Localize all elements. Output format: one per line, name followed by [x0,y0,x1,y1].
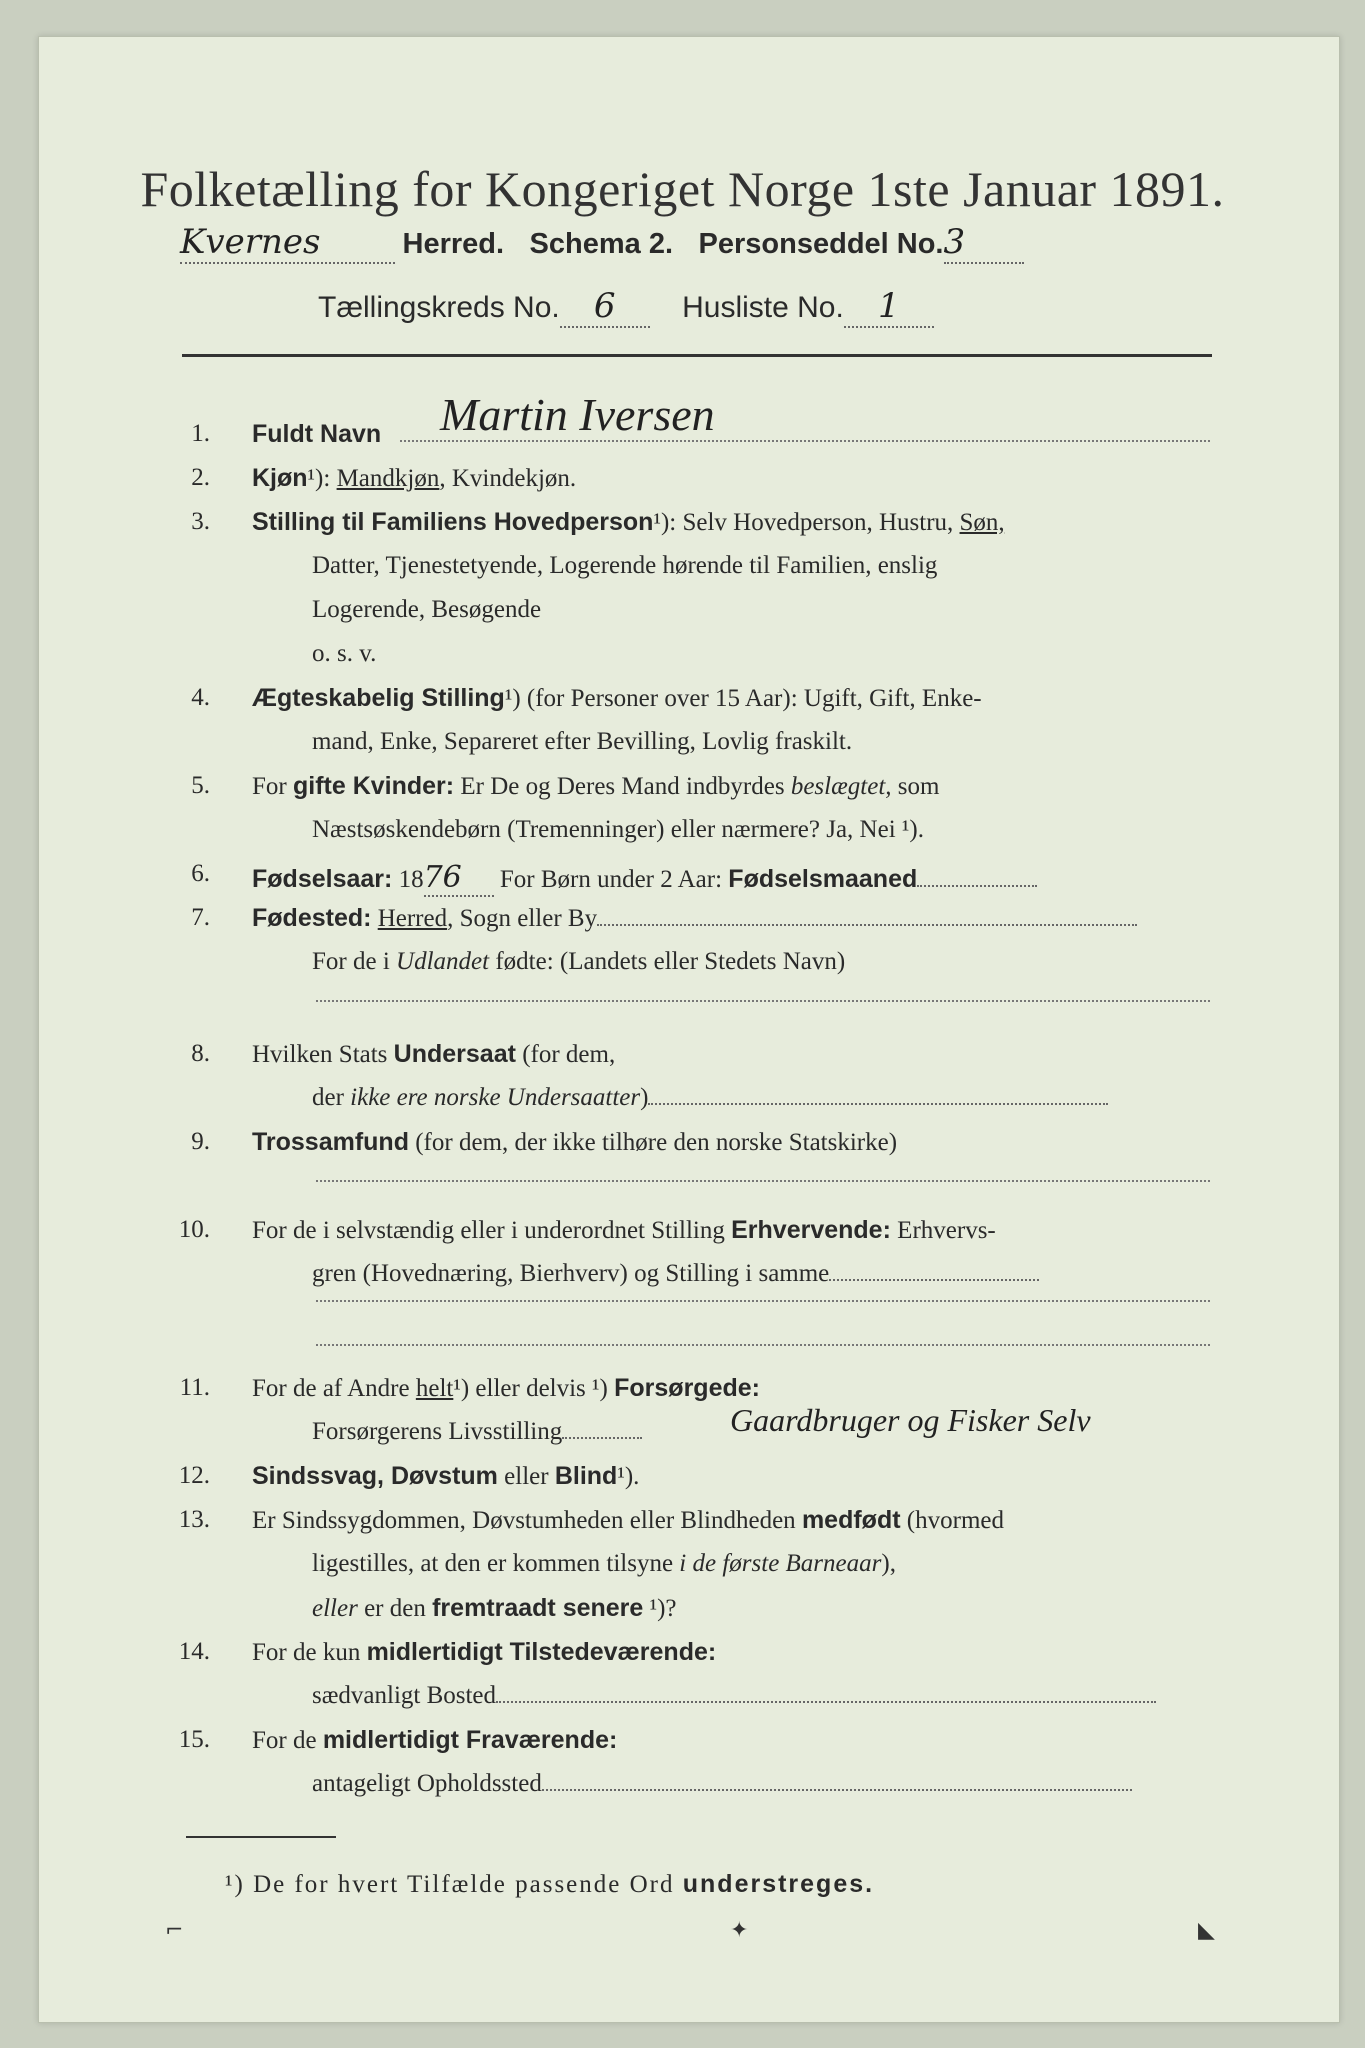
item-3-line4: o. s. v. [312,640,377,667]
registration-mark-icon: ✦ [730,1918,749,1943]
item-8: Hvilken Stats Undersaat (for dem, [252,1040,616,1068]
item-number: 12. [178,1462,210,1489]
dotted-line [316,1300,1210,1302]
item-number: 1. [191,420,210,447]
item-number: 10. [178,1216,210,1243]
item-number: 9. [191,1128,210,1155]
item-14-line2: sædvanligt Bosted [312,1682,1156,1710]
item-number: 3. [191,508,210,535]
item-5: For gifte Kvinder: Er De og Deres Mand indbyrdes beslægtet, som [252,772,940,800]
item-number: 11. [179,1374,210,1401]
dotted-line [316,1344,1210,1346]
item-3-line2: Datter, Tjenestetyende, Logerende hørende til Familien, enslig [312,552,938,579]
item-14: For de kun midlertidigt Tilstedeværende: [252,1638,717,1666]
item-number: 6. [191,860,210,887]
item-6: Fødselsaar: 1876 For Børn under 2 Aar: Fødselsmaaned [252,860,1037,897]
registration-mark-icon: ◣ [1198,1918,1215,1943]
provider-occupation-handwritten: Gaardbruger og Fisker Selv [730,1402,1091,1438]
husliste-label: Husliste No. [682,291,844,324]
item-number: 13. [178,1506,210,1533]
registration-mark-icon: ⌐ [165,1918,184,1943]
item-number: 15. [178,1726,210,1753]
item-number: 7. [191,904,210,931]
item-15: For de midlertidigt Fraværende: [252,1726,618,1754]
kreds-label: Tællingskreds No. [318,291,560,324]
item-number: 8. [191,1040,210,1067]
herred-line [180,222,1024,264]
item-13: Er Sindssygdommen, Døvstumheden eller Blindheden medfødt (hvormed [252,1506,1004,1534]
item-number: 2. [191,464,210,491]
item-4: Ægteskabelig Stilling¹) (for Personer over 15 Aar): Ugift, Gift, Enke- [252,684,982,712]
item-7: Fødested: Herred, Sogn eller By [252,904,1137,933]
item-label: Fuldt Navn [252,420,382,448]
item-5-line2: Næstsøskendebørn (Tremenninger) eller nærmere? Ja, Nei ¹). [312,816,924,843]
personseddel-value: 3 [944,222,1024,264]
census-form-sheet [38,36,1340,2023]
dotted-line [316,1180,1210,1182]
item-3: Stilling til Familiens Hovedperson¹): Selv Hovedperson, Hustru, Søn, [252,508,1005,536]
dotted-line [400,440,1210,442]
item-number: 4. [191,684,210,711]
footnote: ¹) De for hvert Tilfælde passende Ord understreges. [225,1870,875,1898]
item-number: 14. [178,1638,210,1665]
item-3-line3: Logerende, Besøgende [312,596,542,623]
item-number: 5. [191,772,210,799]
kreds-value: 6 [560,286,650,328]
item-2: Kjøn¹): Mandkjøn, Kvindekjøn. [252,464,577,492]
item-11: For de af Andre helt¹) eller delvis ¹) Forsørgede: [252,1374,760,1402]
full-name-handwritten: Martin Iversen [440,389,715,440]
item-10-line2: gren (Hovednæring, Bierhverv) og Stilling i samme [312,1260,1039,1288]
herred-value: Kvernes [180,222,395,264]
item-9: Trossamfund (for dem, der ikke tilhøre den norske Statskirke) [252,1128,898,1156]
item-13-line2: ligestilles, at den er kommen tilsyne i de første Barneaar), [312,1550,896,1577]
personseddel-label: Personseddel No. [698,228,944,260]
item-1 [252,420,381,449]
schema-label: Schema 2. [529,228,674,260]
header-rule [182,354,1212,357]
form-title: Folketælling for Kongeriget Norge 1ste Januar 1891. [140,161,1225,217]
dotted-line [316,1000,1210,1002]
item-12: Sindssvag, Døvstum eller Blind¹). [252,1462,640,1490]
item-13-line3: eller er den fremtraadt senere ¹)? [312,1594,677,1622]
item-8-line2: der ikke ere norske Undersaatter) [312,1084,1108,1112]
item-4-line2: mand, Enke, Separeret efter Bevilling, Lovlig fraskilt. [312,728,853,755]
item-15-line2: antageligt Opholdssted [312,1770,1132,1798]
husliste-value: 1 [844,286,934,328]
kreds-line [318,286,934,328]
footnote-rule [186,1836,336,1838]
item-7-line2: For de i Udlandet fødte: (Landets eller Stedets Navn) [312,948,846,975]
item-10: For de i selvstændig eller i underordnet Stilling Erhvervende: Erhvervs- [252,1216,996,1244]
item-11-line2: Forsørgerens Livsstilling [312,1418,642,1446]
birth-year-handwritten: 76 [424,860,494,897]
herred-label: Herred. [402,228,505,260]
